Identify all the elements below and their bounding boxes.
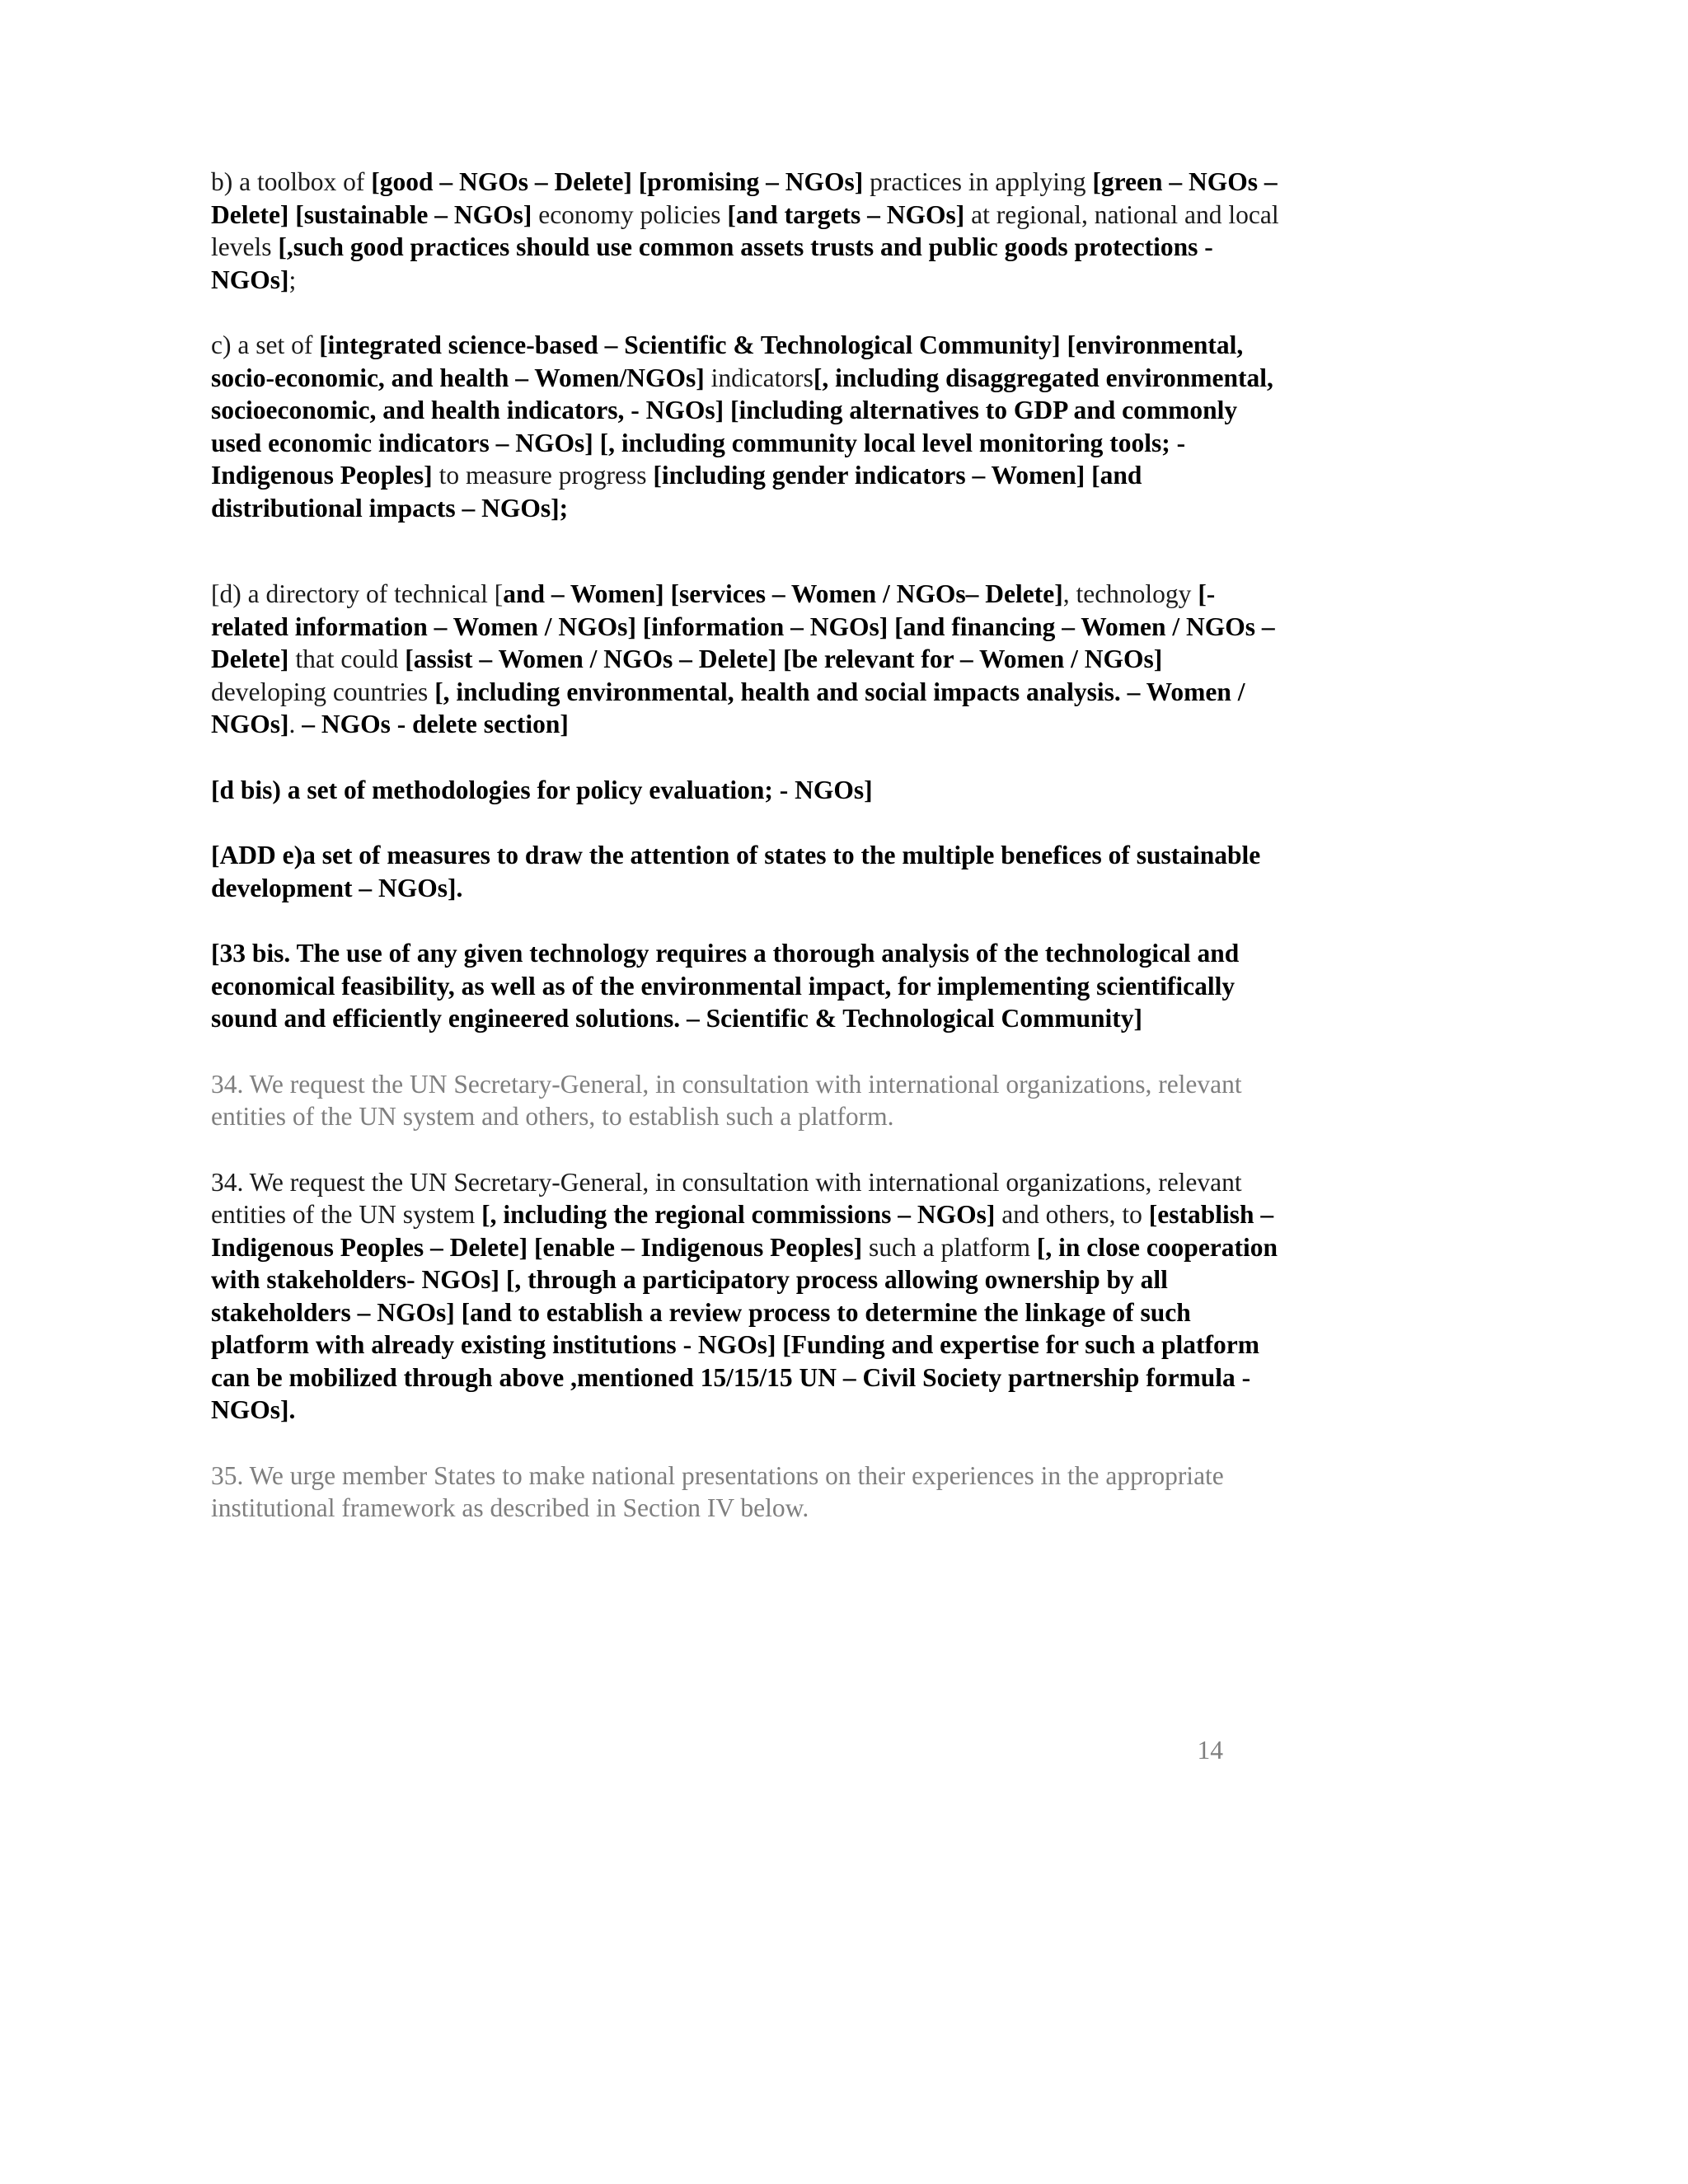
amendment-text: [, including environmental, health and social impacts analysis. – Women / NGOs] bbox=[211, 677, 1245, 738]
amendment-text: [, including disaggregated environmental, socioeconomic, and health indicators, - NGOs] [including alternatives to GDP and commonly used economic indicators – NGOs] [, including community local level monitoring tools; - Indigenous Peoples] bbox=[211, 363, 1273, 490]
paragraph-34-original bbox=[211, 1068, 1282, 1133]
base-text: economy policies bbox=[532, 199, 728, 229]
base-text: practices in applying bbox=[863, 167, 1093, 196]
paragraph-d-bis-methodologies bbox=[211, 774, 1282, 807]
base-text: . bbox=[288, 710, 302, 738]
amendment-text: and – Women] [services – Women / NGOs– Delete] bbox=[503, 579, 1063, 608]
paragraph-35 bbox=[211, 1460, 1282, 1525]
base-text: such a platform bbox=[862, 1232, 1037, 1262]
amendment-text: [good – NGOs – Delete] [promising – NGOs] bbox=[371, 167, 864, 196]
base-text: 34. We request the UN Secretary-General, in consultation with international organizations, relevant entities of the UN system and others, to establish such a platform. bbox=[211, 1069, 1242, 1131]
amendment-text: [33 bis. The use of any given technology requires a thorough analysis of the technological and economical feasibility, as well as of the environmental impact, for implementing scientifically sound and efficiently engineered solutions. – Scientific & Technological Community] bbox=[211, 939, 1240, 1033]
base-text: indicators bbox=[704, 363, 814, 392]
paragraph-b-toolbox bbox=[211, 166, 1282, 296]
base-text: 34. We request the UN Secretary-General, in consultation with international organizations, relevant entities of the UN system bbox=[211, 1167, 1242, 1229]
base-text: , technology bbox=[1062, 579, 1198, 608]
amendment-text: [-related information – Women / NGOs] [information – NGOs] [and financing – Women / NGOs – Delete] bbox=[211, 579, 1275, 673]
base-text: at regional, national and local levels bbox=[211, 199, 1279, 261]
paragraph-34-amended bbox=[211, 1166, 1282, 1427]
paragraph-d-directory bbox=[211, 578, 1282, 741]
amendment-text: [, including the regional commissions – NGOs] bbox=[481, 1200, 996, 1229]
amendment-text: [integrated science-based – Scientific & Technological Community] [environmental, socio-economic, and health – Women/NGOs] bbox=[211, 330, 1244, 392]
base-text: [d) a directory of technical [ bbox=[211, 579, 504, 608]
base-text: ; bbox=[288, 265, 297, 294]
amendment-text: [d bis) a set of methodologies for policy evaluation; - NGOs] bbox=[211, 775, 873, 804]
base-text: to measure progress bbox=[432, 461, 654, 490]
amendment-text: – NGOs - delete section] bbox=[302, 710, 569, 738]
paragraph-c-indicators bbox=[211, 329, 1282, 524]
amendment-text: [establish – Indigenous Peoples – Delete] [enable – Indigenous Peoples] bbox=[211, 1200, 1274, 1262]
base-text: and others, to bbox=[995, 1200, 1149, 1229]
base-text: developing countries bbox=[211, 677, 435, 706]
base-text: c) a set of bbox=[211, 330, 320, 359]
paragraph-33-bis bbox=[211, 937, 1282, 1035]
amendment-text: [including gender indicators – Women] [and distributional impacts – NGOs]; bbox=[211, 461, 1142, 523]
amendment-text: [ADD e)a set of measures to draw the attention of states to the multiple benefices of sustainable development – NGOs]. bbox=[211, 841, 1261, 902]
base-text: 35. We urge member States to make national presentations on their experiences in the appropriate institutional framework as described in Section IV below. bbox=[211, 1460, 1224, 1522]
document-body bbox=[211, 166, 1282, 1525]
base-text: b) a toolbox of bbox=[211, 167, 372, 196]
amendment-text: [, in close cooperation with stakeholders- NGOs] [, through a participatory process allowing ownership by all stakeholders – NGOs] [and to establish a review process to determine the linkage of such platform with already existing institutions - NGOs] [Funding and expertise for such a platform can be mobilized through above ,mentioned 15/15/15 UN – Civil Society partnership formula - NGOs]. bbox=[211, 1232, 1278, 1424]
amendment-text: [and targets – NGOs] bbox=[727, 199, 965, 229]
amendment-text: [assist – Women / NGOs – Delete] [be relevant for – Women / NGOs] bbox=[405, 644, 1163, 673]
amendment-text: [green – NGOs – Delete] [sustainable – NGOs] bbox=[211, 167, 1278, 229]
paragraph-e-measures bbox=[211, 839, 1282, 904]
base-text: that could bbox=[288, 644, 406, 673]
page-number: 14 bbox=[1197, 1736, 1223, 1765]
amendment-text: [,such good practices should use common assets trusts and public goods protections - NGOs] bbox=[211, 232, 1213, 294]
